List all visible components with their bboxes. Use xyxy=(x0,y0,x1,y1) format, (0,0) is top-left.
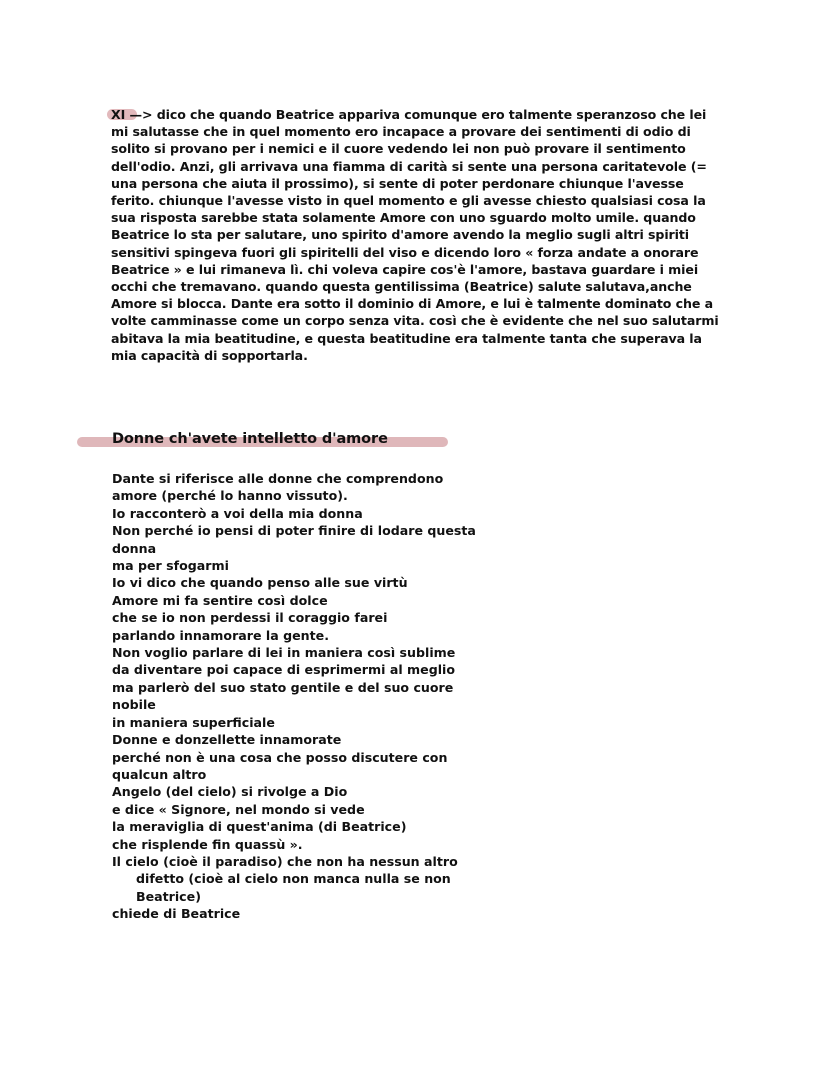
poem-notes xyxy=(112,470,512,923)
poem-line: ma per sfogarmi xyxy=(112,558,229,574)
poem-line: che se io non perdessi il coraggio farei xyxy=(112,610,388,626)
poem-line: qualcun altro xyxy=(112,766,207,782)
poem-line: e dice « Signore, nel mondo si vede xyxy=(112,801,365,817)
poem-line: Dante si riferisce alle donne che comprendono xyxy=(112,471,444,486)
poem-line: che risplende fin quassù ». xyxy=(112,836,303,852)
poem-line: amore (perché lo hanno vissuto). xyxy=(112,488,348,504)
poem-line: Non voglio parlare di lei in maniera così sublime xyxy=(112,645,456,661)
poem-line: Io vi dico che quando penso alle sue virtù xyxy=(112,575,408,591)
poem-line: Amore mi fa sentire così dolce xyxy=(112,592,328,608)
poem-line: la meraviglia di quest'anima (di Beatrice) xyxy=(112,819,407,835)
poem-line: Donne e donzellette innamorate xyxy=(112,732,342,748)
poem-line: donna xyxy=(112,540,157,556)
chapter-paragraph xyxy=(111,106,723,364)
chapter-marker: XI xyxy=(111,107,126,122)
poem-line: da diventare poi capace di esprimermi al meglio xyxy=(112,662,455,678)
poem-line: Io racconterò a voi della mia donna xyxy=(112,505,363,521)
section-heading: Donne ch'avete intelletto d'amore xyxy=(112,431,388,447)
poem-line: Beatrice) xyxy=(136,888,201,904)
poem-line: parlando innamorare la gente. xyxy=(112,627,329,643)
poem-line: perché non è una cosa che posso discutere con xyxy=(112,749,448,765)
poem-line: chiede di Beatrice xyxy=(112,906,241,922)
poem-line: Non perché io pensi di poter finire di lodare questa xyxy=(112,523,476,539)
poem-line: nobile xyxy=(112,697,156,713)
poem-line: difetto (cioè al cielo non manca nulla se non xyxy=(136,871,451,887)
poem-line: Angelo (del cielo) si rivolge a Dio xyxy=(112,784,348,800)
chapter-paragraph-text: —> dico che quando Beatrice appariva comunque ero talmente speranzoso che lei mi salutasse che in quel momento ero incapace a provare dei sentimenti di odio di solito si provano per i nemici e il cuore vedendo lei non può provare il sentimento dell'odio. Anzi, gli arrivava una fiamma di carità si sente una persona caritatevole (= una persona che aiuta il prossimo), si sente di poter perdonare chiunque l'avesse ferito. chiunque l'avesse visto in quel momento e gli avesse chiesto qualsiasi cosa la sua risposta sarebbe stata solamente Amore con uno sguardo molto umile. quando Beatrice lo sta per salutare, uno spirito d'amore avendo la meglio sugli altri spiriti sensitivi spingeva fuori gli spiritelli del viso e dicendo loro « forza andate a onorare Beatrice » e lui rimaneva lì. chi voleva capire cos'è l'amore, bastava guardare i miei occhi che tremavano. quando questa gentilissima (Beatrice) salute salutava,anche Amore si blocca. Dante era sotto il dominio di Amore, e lui è talmente dominato che a volte camminasse come un corpo senza vita. così che è evidente che nel suo salutarmi abitava la mia beatitudine, e questa beatitudine era talmente tanta che superava la mia capacità di sopportarla. xyxy=(111,107,719,363)
poem-line: in maniera superficiale xyxy=(112,714,275,730)
poem-line: Il cielo (cioè il paradiso) che non ha nessun altro xyxy=(112,853,458,869)
poem-line: ma parlerò del suo stato gentile e del suo cuore xyxy=(112,679,454,695)
